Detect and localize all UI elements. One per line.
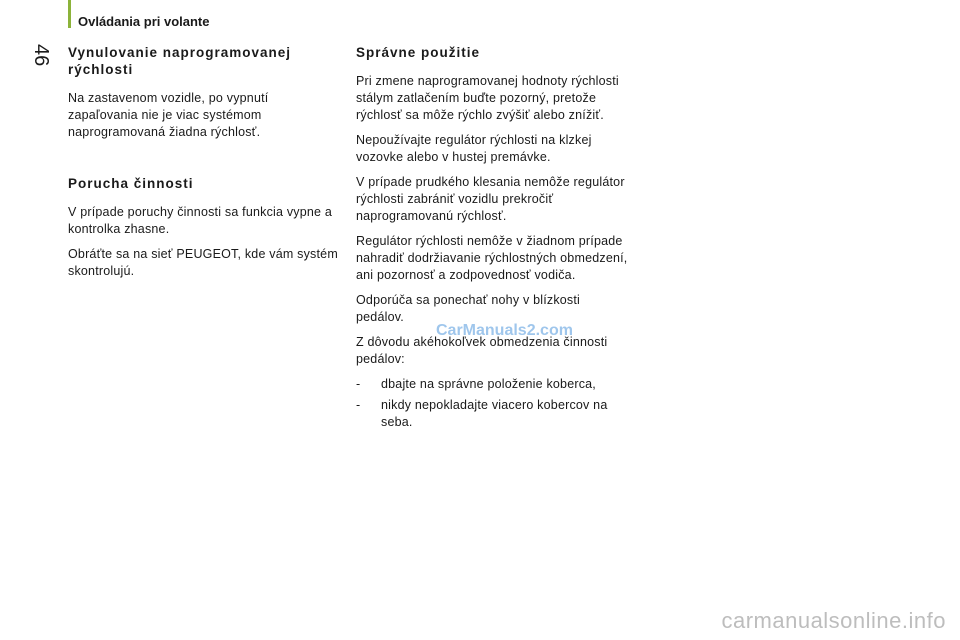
page-number: 46 [30,44,52,67]
watermark-middle: CarManuals2.com [436,322,573,339]
heading-correct-use: Správne použitie [356,45,481,60]
paragraph-correct-use-5: Odporúča sa ponechať nohy v blízkosti pedálov. [356,293,581,324]
heading-malfunction: Porucha činnosti [68,176,194,191]
list-item [356,376,631,393]
paragraph-correct-use-2: Nepoužívajte regulátor rýchlosti na klzkej vozovke alebo v hustej premávke. [356,133,592,164]
list-marker: - [356,398,361,412]
paragraph-reset-speed: Na zastavenom vozidle, po vypnutí zapaľovania nie je viac systémom naprogramovaná žiadna rýchlosť. [68,91,269,139]
paragraph-correct-use-1: Pri zmene naprogramovanej hodnoty rýchlosti stálym zatlačením buďte pozorný, pretože rýchlosť sa môže rýchlo zvýšiť alebo znížiť. [356,74,619,122]
paragraph-correct-use-3: V prípade prudkého klesania nemôže regulátor rýchlosti zabrániť vozidlu prekročiť naprogramovanú rýchlosť. [356,175,625,223]
right-column [356,44,631,435]
paragraph-correct-use-4: Regulátor rýchlosti nemôže v žiadnom prípade nahradiť dodržiavanie rýchlostných obmedzení, ani pozornosť a zodpovednosť vodiča. [356,234,628,282]
paragraph-correct-use-6: Z dôvodu akéhokoľvek obmedzenia činnosti pedálov: [356,335,608,366]
watermark-bottom: carmanualsonline.info [721,608,946,633]
heading-reset-speed: Vynulovanie naprogramovanej rýchlosti [68,45,292,77]
left-column [68,44,338,288]
paragraph-malfunction-1: V prípade poruchy činnosti sa funkcia vypne a kontrolka zhasne. [68,205,333,236]
list-item-text: nikdy nepokladajte viacero kobercov na seba. [381,398,608,429]
list-item-text: dbajte na správne položenie koberca, [381,377,596,391]
list-item [356,397,631,431]
header-accent-bar [68,0,71,28]
pedal-advice-list [356,376,631,431]
section-title: Ovládania pri volante [78,14,210,29]
paragraph-malfunction-2: Obráťte sa na sieť PEUGEOT, kde vám systém skontrolujú. [68,247,338,278]
list-marker: - [356,377,361,391]
